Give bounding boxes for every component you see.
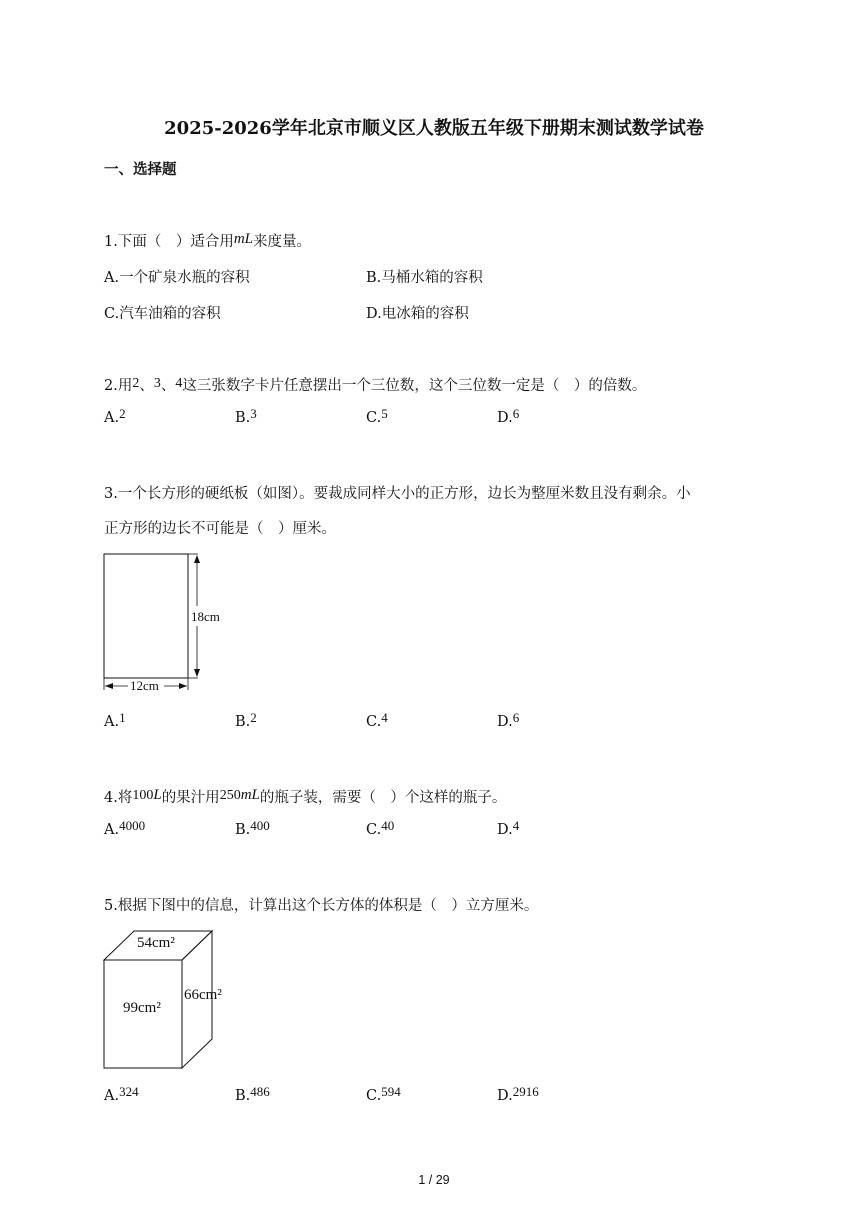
front-face-label: 99cm² [123,1000,161,1016]
option-c: C.40 [366,818,395,838]
digit: 2 [132,376,140,391]
width-label: 12cm [130,678,159,693]
question-4: 4.将100L的果汁用250mL的瓶子装，需要（ ）个这样的瓶子。 [104,787,507,806]
option-a: A.324 [104,1084,139,1104]
unit-ml: mL [240,787,260,803]
section-heading: 一、选择题 [104,161,177,178]
height-label: 18cm [191,609,220,624]
page-title: 2025-2026学年北京市顺义区人教版五年级下册期末测试数学试卷 [164,118,704,139]
option-d: D.6 [497,406,520,426]
question-3: 3.一个长方形的硬纸板（如图）。要裁成同样大小的正方形，边长为整厘米数且没有剩余。小 [104,486,691,502]
option-d: D.电冰箱的容积 [366,306,469,322]
option-c: C.4 [366,710,388,730]
unit-ml: mL [233,231,254,247]
quantity: 100 [132,788,154,803]
option-b: B.486 [235,1084,270,1104]
question-number: 5. [104,898,118,914]
option-b: B.马桶水箱的容积 [366,270,483,286]
question-number: 3. [104,486,118,502]
option-c: C.汽车油箱的容积 [104,306,221,322]
question-text: 下面（ ）适合用 [117,234,234,250]
digit: 3 [153,376,161,391]
option-a: A.2 [104,406,126,426]
question-1 [104,230,311,251]
side-face-label: 66cm² [184,987,222,1003]
option-b: B.3 [235,406,257,426]
option-a: A.1 [104,710,126,730]
option-b: B.400 [235,818,270,838]
option-b: B.2 [235,710,257,730]
question-text: 来度量。 [253,234,312,250]
question-2: 2.用2、3、4这三张数字卡片任意摆出一个三位数，这个三位数一定是（ ）的倍数。 [104,376,647,394]
option-c: C.5 [366,406,388,426]
option-d: D.2916 [497,1084,539,1104]
question-number: 2. [104,378,118,394]
question-3-line-2: 正方形的边长不可能是（ ）厘米。 [104,521,336,537]
option-c: C.594 [366,1084,401,1104]
unit-l: L [153,787,162,803]
rectangle-outline [104,554,188,678]
question-5: 5.根据下图中的信息，计算出这个长方体的体积是（ ）立方厘米。 [104,898,539,914]
quantity: 250 [219,788,241,803]
top-face-label: 54cm² [137,935,175,951]
page-number: 1 / 29 [418,1173,450,1187]
question-number: 4. [104,790,118,806]
option-a: A.一个矿泉水瓶的容积 [104,270,250,286]
digit: 4 [175,376,183,391]
option-d: D.6 [497,710,520,730]
question-number: 1. [104,234,118,250]
option-a: A.4000 [104,818,146,838]
option-d: D.4 [497,818,520,838]
